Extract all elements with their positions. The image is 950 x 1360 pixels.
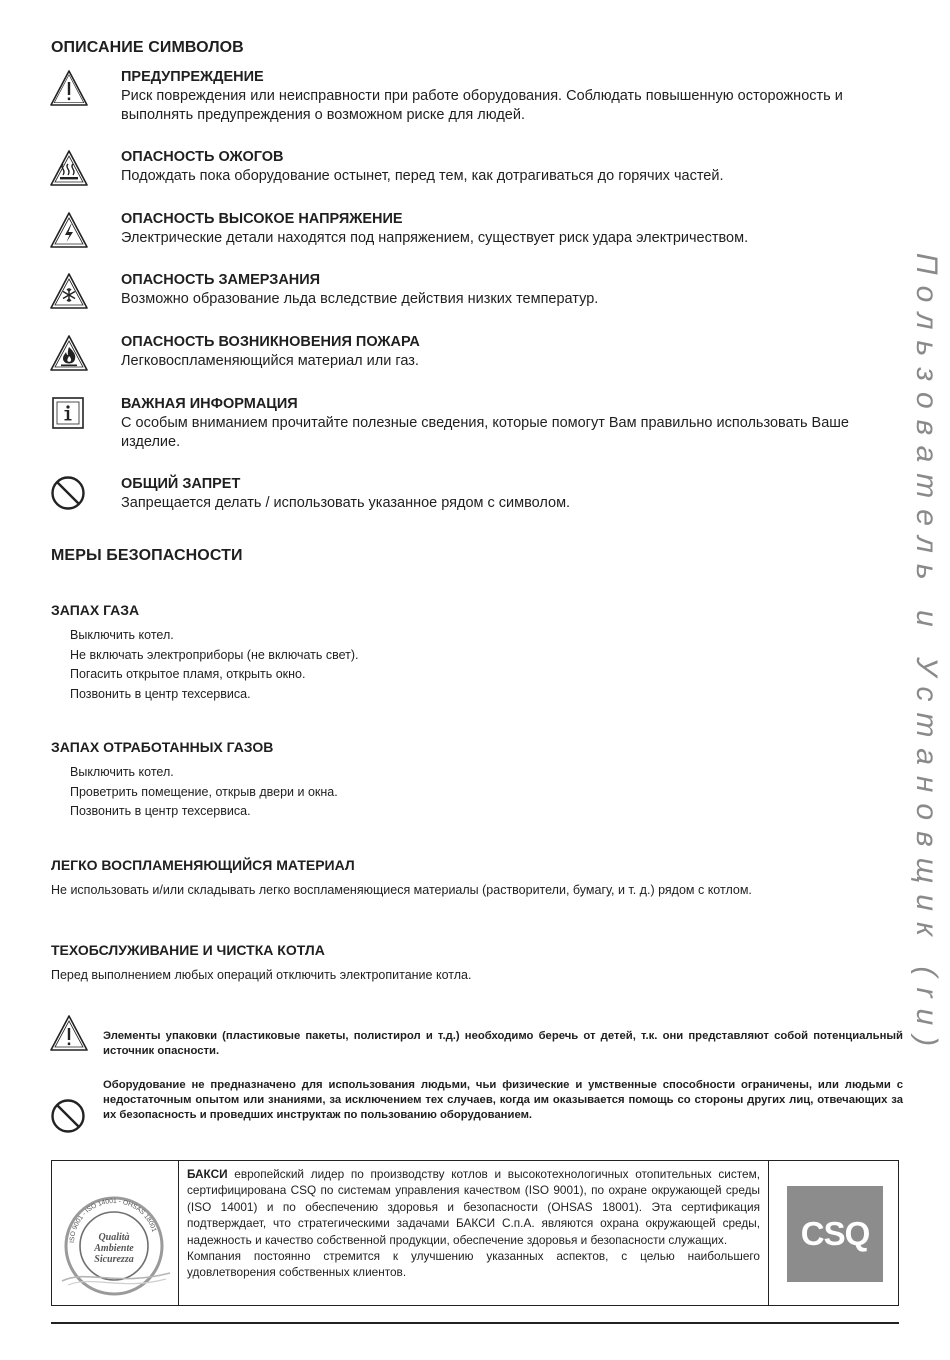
list-item: Проветрить помещение, открыв двери и окна. <box>70 784 338 799</box>
list-item: Выключить котел. <box>70 765 174 779</box>
list-item: Погасить открытое пламя, открыть окно. <box>70 667 306 681</box>
side-label <box>906 252 946 1058</box>
symbol-row-fire <box>48 333 908 403</box>
maintenance-heading: ТЕХОБСЛУЖИВАНИЕ И ЧИСТКА КОТЛА <box>51 942 325 958</box>
info-icon <box>48 395 90 437</box>
seal-arc-text: ISO 9001 - ISO 14001 - OHSAS 18001 <box>68 1197 158 1244</box>
symbol-title: ОПАСНОСТЬ ОЖОГОВ <box>121 149 284 165</box>
exhaust-smell-heading: ЗАПАХ ОТРАБОТАННЫХ ГАЗОВ <box>51 739 274 755</box>
symbol-row-warning <box>48 68 908 138</box>
symbol-desc: Риск повреждения или неисправности при работе оборудования. Соблюдать повышенную осторожность и выполнять предупреждения о возможном риске для людей. <box>121 88 843 123</box>
csq-logo-text: CSQ <box>800 1215 870 1252</box>
seal-line: Ambiente <box>94 1243 134 1254</box>
symbol-row-info <box>48 395 908 465</box>
warning-text: Оборудование не предназначено для использования людьми, чьи физические и умственные способности ограничены, или людьми с недостаточным опытом или знаниями, за исключением тех случаев, когда им оказывается помощь со стороны других лиц, отвечающих за их безопасность и проведших инструктаж по пользованию оборудованием. <box>103 1079 903 1121</box>
side-label-text: Пользователь и Установщик (ru) <box>910 252 943 1058</box>
flammable-text: Не использовать и/или складывать легко воспламеняющиеся материалы (растворители, бумагу, и т. д.) рядом с котлом. <box>51 883 752 897</box>
warning-triangle-icon <box>48 68 90 110</box>
symbol-desc: Возможно образование льда вследствие действия низких температур. <box>121 291 599 307</box>
gas-smell-heading: ЗАПАХ ГАЗА <box>51 602 140 618</box>
symbol-title: ОБЩИЙ ЗАПРЕТ <box>121 476 241 492</box>
certification-seal <box>52 1161 179 1305</box>
symbol-row-burns <box>48 148 908 218</box>
csq-logo <box>787 1186 883 1282</box>
symbol-desc: Электрические детали находятся под напряжением, существует риск удара электричеством. <box>121 230 749 246</box>
gas-smell-list <box>70 626 359 704</box>
seal-line: Qualità <box>98 1232 130 1243</box>
fire-icon <box>48 333 90 375</box>
symbol-title: ОПАСНОСТЬ ВОЗНИКНОВЕНИЯ ПОЖАРА <box>121 334 420 350</box>
warning-text: Элементы упаковки (пластиковые пакеты, полистирол и т.д.) необходимо беречь от детей, т.к. они представляют собой потенциальный источник опасности. <box>103 1030 903 1057</box>
exhaust-smell-list <box>70 763 338 822</box>
symbol-title: ВАЖНАЯ ИНФОРМАЦИЯ <box>121 396 298 412</box>
flammable-heading: ЛЕГКО ВОСПЛАМЕНЯЮЩИЙСЯ МАТЕРИАЛ <box>51 857 355 873</box>
freezing-icon <box>48 271 90 313</box>
certification-box <box>51 1160 899 1306</box>
prohibition-icon <box>48 1096 90 1138</box>
symbol-title: ПРЕДУПРЕЖДЕНИЕ <box>121 69 264 85</box>
symbols-section-title: ОПИСАНИЕ СИМВОЛОВ <box>51 39 244 56</box>
list-item: Позвонить в центр техсервиса. <box>70 686 251 701</box>
symbol-row-voltage <box>48 210 908 280</box>
high-voltage-icon <box>48 210 90 252</box>
seal-line: Sicurezza <box>94 1254 134 1265</box>
warning-triangle-icon <box>48 1013 90 1055</box>
certification-paragraph: европейский лидер по производству котлов и высокотехнологичных отопительных систем, сертифицирована CSQ по системам управления качеством (ISO 9001), по охране окружающей среды (ISO 14001) и по обеспечению здоровья и безопасности (OHSAS 18001). Эта сертификация подтверждает, что стратегическими задачами БАКСИ С.п.А. являются охрана окружающей среды, надежность и качество собственной продукции, обеспечение здоровья и безопасности служащих. <box>187 1167 760 1247</box>
symbol-row-freezing <box>48 271 908 341</box>
symbol-desc: С особым вниманием прочитайте полезные сведения, которые помогут Вам правильно использовать Ваше изделие. <box>121 415 849 450</box>
list-item: Позвонить в центр техсервиса. <box>70 804 251 818</box>
symbol-title: ОПАСНОСТЬ ВЫСОКОЕ НАПРЯЖЕНИЕ <box>121 211 403 227</box>
symbol-desc: Легковоспламеняющийся материал или газ. <box>121 353 419 369</box>
list-item: Не включать электроприборы (не включать свет). <box>70 647 359 662</box>
symbol-desc: Запрещается делать / использовать указанное рядом с символом. <box>121 495 571 511</box>
symbol-row-prohibition <box>48 475 908 545</box>
prohibition-icon <box>48 475 90 517</box>
bottom-divider <box>51 1322 899 1324</box>
certification-paragraph: Компания постоянно стремится к улучшению указанных аспектов, с целью наибольшего удовлетворения собственных клиентов. <box>187 1249 760 1280</box>
maintenance-text: Перед выполнением любых операций отключить электропитание котла. <box>51 968 472 982</box>
list-item: Выключить котел. <box>70 628 174 642</box>
hot-surface-icon <box>48 148 90 190</box>
company-name: БАКСИ <box>187 1167 228 1181</box>
safety-section-title: МЕРЫ БЕЗОПАСНОСТИ <box>51 547 243 564</box>
symbol-desc: Подождать пока оборудование остынет, перед тем, как дотрагиваться до горячих частей. <box>121 168 724 184</box>
certification-text <box>179 1161 769 1305</box>
symbol-title: ОПАСНОСТЬ ЗАМЕРЗАНИЯ <box>121 272 321 288</box>
csq-logo-cell <box>769 1161 898 1305</box>
